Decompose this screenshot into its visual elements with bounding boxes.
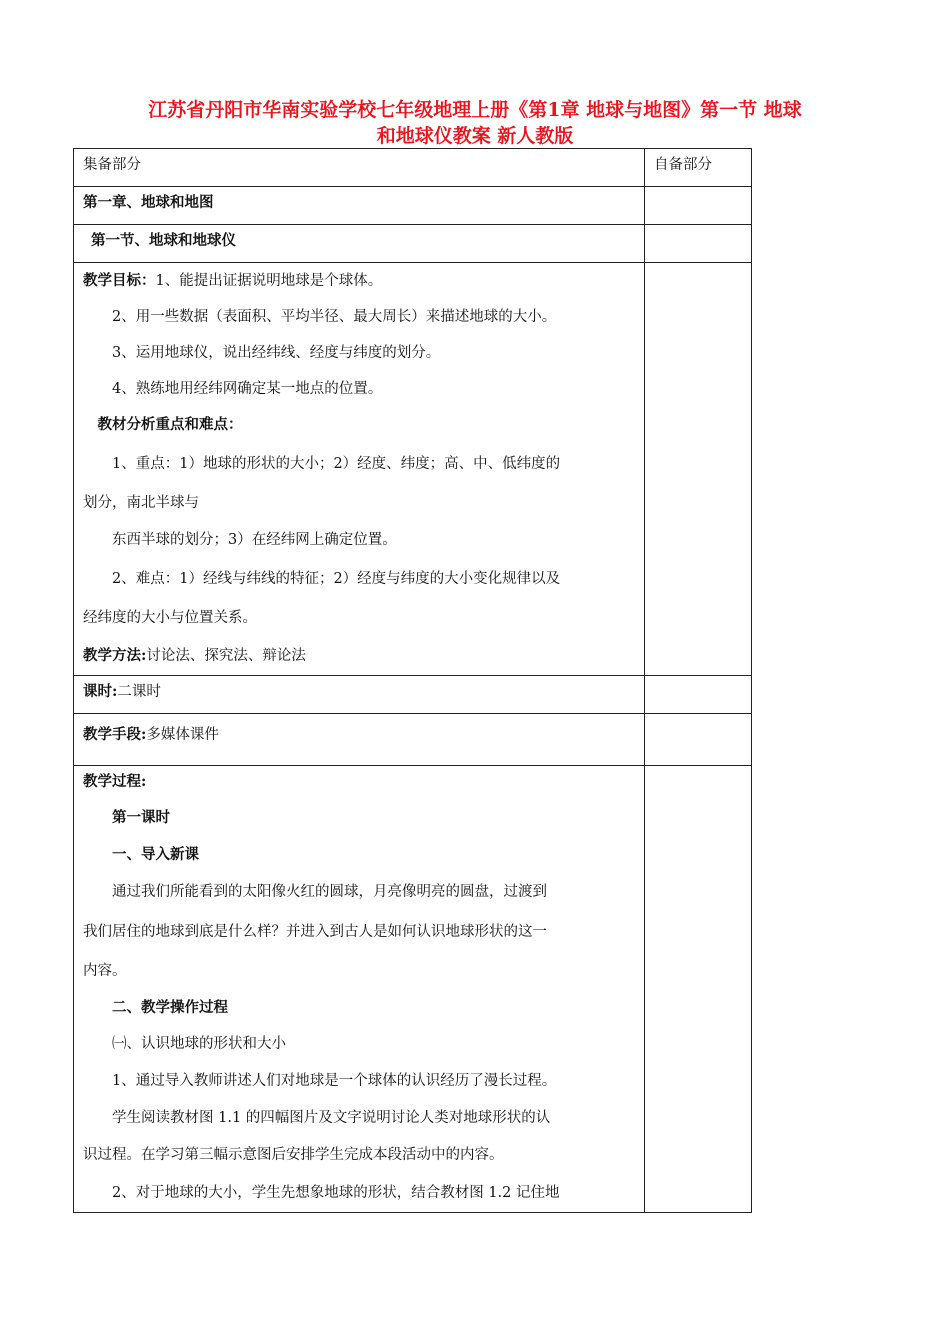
intro-line-1: 通过我们所能看到的太阳像火红的圆球，月亮像明亮的圆盘，过渡到	[112, 884, 547, 900]
period-row	[74, 676, 752, 714]
process-label: 教学过程:	[83, 773, 147, 790]
lesson-plan-table	[73, 148, 752, 1213]
paragraph-2-line-2: 识过程。在学习第三幅示意图后安排学生完成本段活动中的内容。	[83, 1147, 504, 1163]
difficult-line-2: 经纬度的大小与位置关系。	[83, 610, 257, 626]
paragraph-3: 2、对于地球的大小，学生先想象地球的形状，结合教材图 1.2 记住地	[112, 1185, 560, 1201]
section-row	[74, 225, 752, 263]
subsection-1-title: ㈠、认识地球的形状和大小	[112, 1036, 286, 1052]
title-line-2: 和地球仪教案 新人教版	[376, 125, 574, 147]
goals-label: 教学目标：	[83, 272, 156, 289]
means-label: 教学手段:	[83, 726, 147, 743]
goal-4: 4、熟练地用经纬网确定某一地点的位置。	[112, 381, 383, 397]
goals-block	[74, 263, 644, 675]
method-value: 讨论法、探究法、辩论法	[146, 648, 306, 664]
difficult-line-1: 2、难点：1）经线与纬线的特征；2）经度与纬度的大小变化规律以及	[112, 571, 561, 587]
paragraph-2-line-1: 学生阅读教材图 1.1 的四幅图片及文字说明讨论人类对地球形状的认	[112, 1110, 551, 1126]
period-value: 二课时	[117, 684, 161, 700]
chapter-title: 第一章、地球和地图	[83, 194, 214, 211]
means-value: 多媒体课件	[146, 727, 219, 743]
period-label: 课时:	[83, 683, 118, 700]
lesson-1-title: 第一课时	[112, 809, 170, 826]
chapter-row	[74, 187, 752, 225]
step-1-title: 一、导入新课	[112, 846, 199, 863]
goals-row	[74, 263, 752, 676]
means-row	[74, 714, 752, 766]
col-main-header: 集备部分	[83, 157, 141, 173]
method-label: 教学方法:	[83, 647, 147, 664]
goal-1: 1、能提出证据说明地球是个球体。	[155, 273, 383, 289]
analysis-label: 教材分析重点和难点：	[97, 416, 243, 433]
key-points-line-1: 1、重点：1）地球的形状的大小；2）经度、纬度；高、中、低纬度的	[112, 456, 561, 472]
intro-line-2: 我们居住的地球到底是什么样？并进入到古人是如何认识地球形状的这一	[83, 924, 547, 940]
step-2-title: 二、教学操作过程	[112, 999, 228, 1016]
process-row	[74, 766, 752, 1213]
section-title: 第一节、地球和地球仪	[91, 232, 236, 249]
title-line-1: 江苏省丹阳市华南实验学校七年级地理上册《第1章 地球与地图》第一节 地球	[148, 99, 802, 121]
key-points-line-2: 划分，南北半球与	[83, 495, 199, 511]
paragraph-1: 1、通过导入教师讲述人们对地球是一个球体的认识经历了漫长过程。	[112, 1073, 557, 1089]
table-header-row	[74, 149, 752, 187]
key-points-line-3: 东西半球的划分；3）在经纬网上确定位置。	[112, 532, 397, 548]
goal-3: 3、运用地球仪，说出经纬线、经度与纬度的划分。	[112, 345, 441, 361]
goal-2: 2、用一些数据（表面积、平均半径、最大周长）来描述地球的大小。	[112, 309, 557, 325]
document-title	[60, 97, 890, 149]
intro-line-3: 内容。	[83, 963, 127, 979]
col-side-header: 自备部分	[654, 157, 712, 173]
